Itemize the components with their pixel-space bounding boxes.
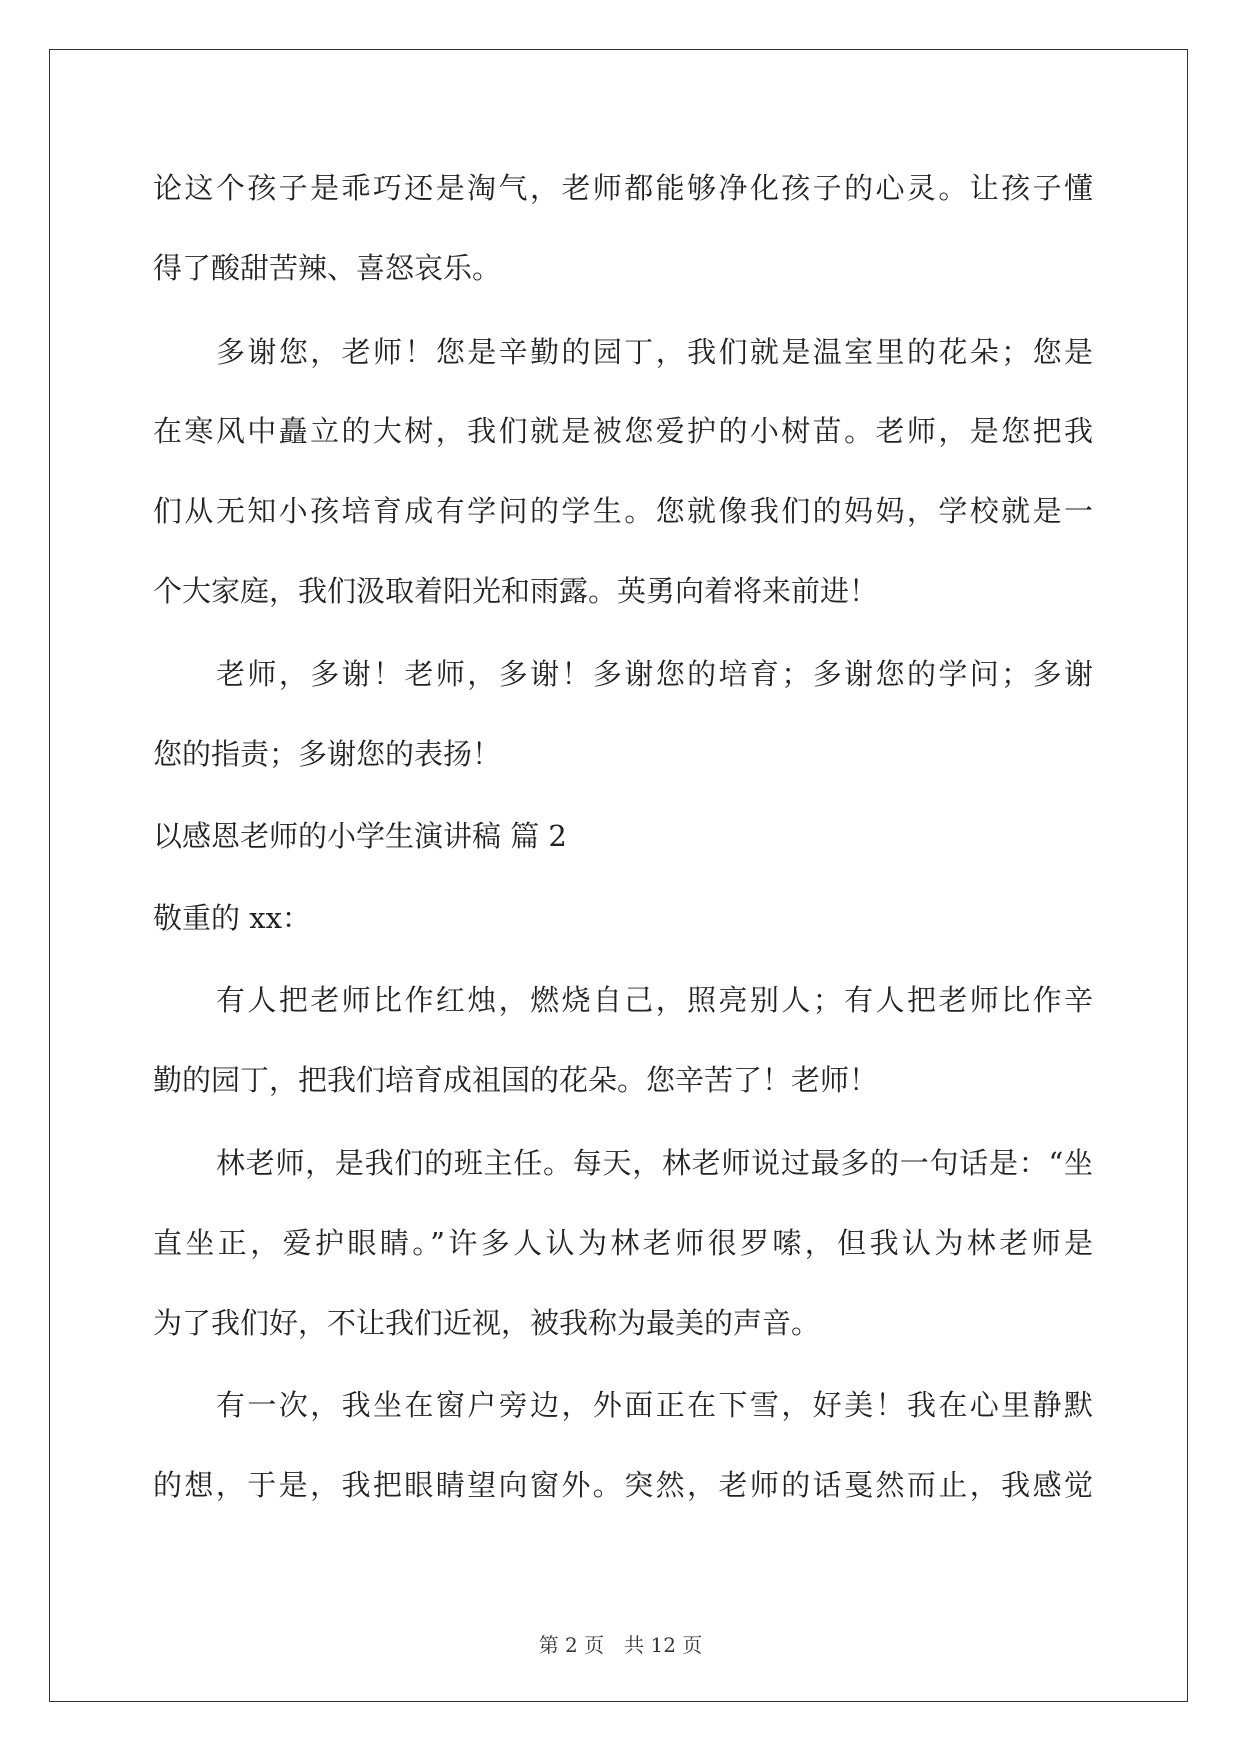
- paragraph-start-line: 林老师，是我们的班主任。每天，林老师说过最多的一句话是：“坐: [216, 1146, 1093, 1180]
- text-line: 们从无知小孩培育成有学问的学生。您就像我们的妈妈，学校就是一: [153, 494, 1093, 528]
- paragraph-start-line: 老师，多谢！老师，多谢！多谢您的培育；多谢您的学问；多谢: [216, 657, 1093, 691]
- text-line: 个大家庭，我们汲取着阳光和雨露。英勇向着将来前进！: [153, 574, 879, 608]
- page-border: [49, 49, 1188, 1702]
- paragraph-start-line: 多谢您，老师！您是辛勤的园丁，我们就是温室里的花朵；您是: [216, 335, 1093, 369]
- text-line: 为了我们好，不让我们近视，被我称为最美的声音。: [153, 1306, 821, 1340]
- text-line: 您的指责；多谢您的表扬！: [153, 737, 502, 771]
- page-number: 第 2 页 共 12 页: [538, 1633, 703, 1657]
- text-line: 在寒风中矗立的大树，我们就是被您爱护的小树苗。老师，是您把我: [153, 414, 1093, 448]
- text-line: 论这个孩子是乖巧还是淘气，老师都能够净化孩子的心灵。让孩子懂: [153, 171, 1093, 205]
- salutation: 敬重的 xx：: [153, 901, 311, 935]
- text-line: 勤的园丁，把我们培育成祖国的花朵。您辛苦了！老师！: [153, 1063, 879, 1097]
- paragraph-start-line: 有一次，我坐在窗户旁边，外面正在下雪，好美！我在心里静默: [216, 1388, 1093, 1422]
- text-line: 直坐正，爱护眼睛。”许多人认为林老师很罗嗦，但我认为林老师是: [153, 1226, 1093, 1260]
- section-heading: 以感恩老师的小学生演讲稿 篇 2: [153, 819, 567, 853]
- paragraph-start-line: 有人把老师比作红烛，燃烧自己，照亮别人；有人把老师比作辛: [216, 983, 1093, 1017]
- text-line: 的想，于是，我把眼睛望向窗外。突然，老师的话戛然而止，我感觉: [153, 1468, 1093, 1502]
- text-line: 得了酸甜苦辣、喜怒哀乐。: [153, 251, 502, 285]
